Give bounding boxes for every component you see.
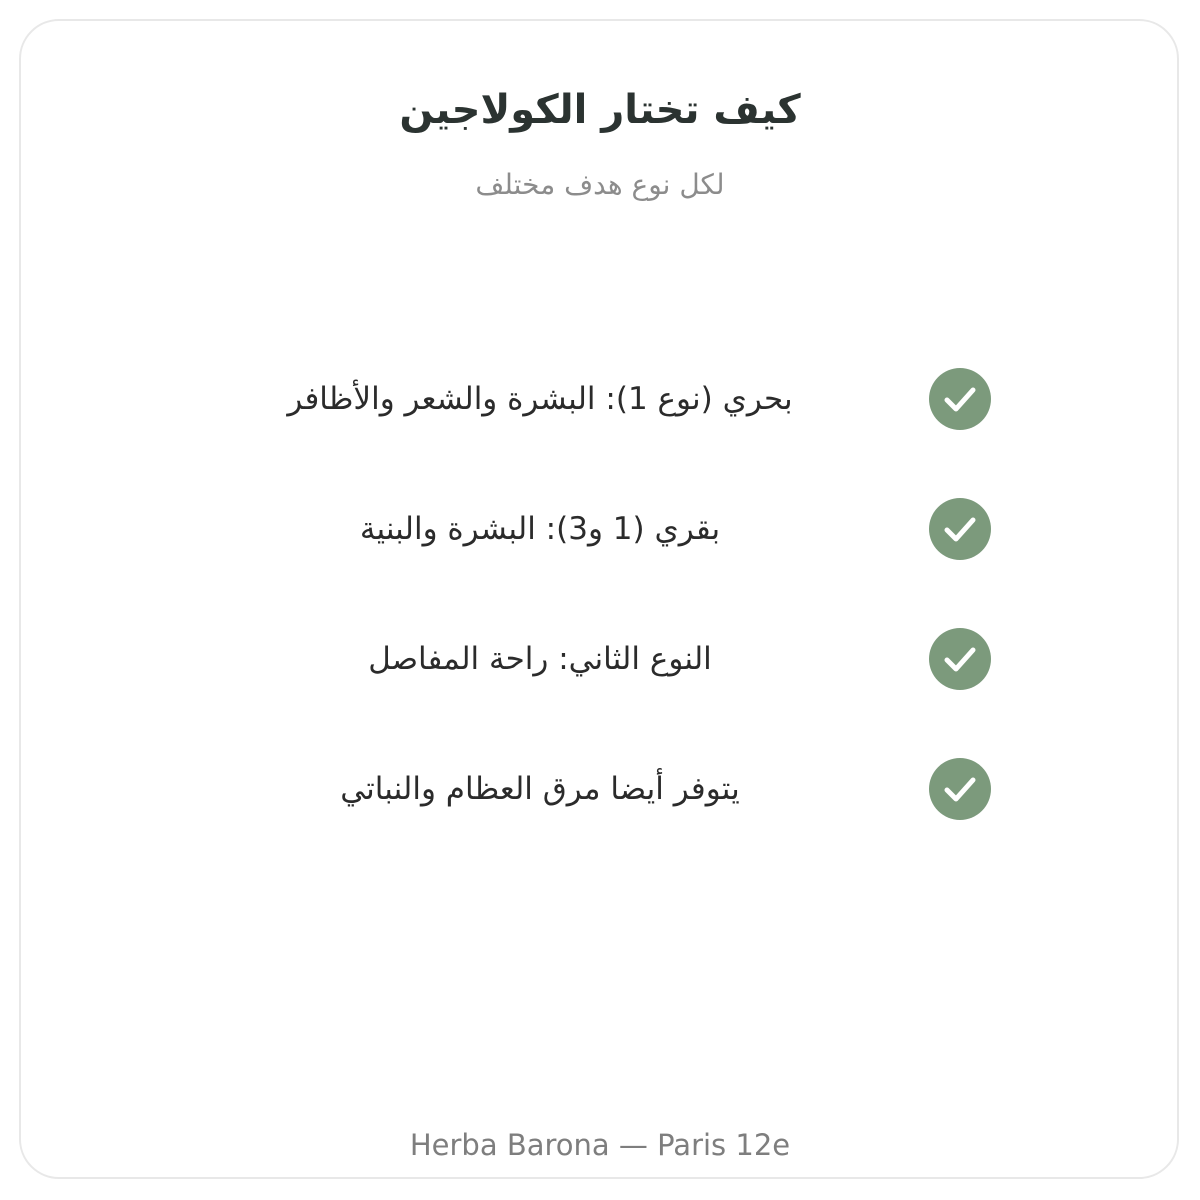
list-item — [0, 367, 1200, 431]
list-item-label: بحري (نوع 1): البشرة والشعر والأظافر — [287, 381, 793, 417]
list-item-label: يتوفر أيضا مرق العظام والنباتي — [340, 771, 740, 807]
check-circle-icon — [929, 628, 991, 690]
page-subtitle: لكل نوع هدف مختلف — [475, 168, 725, 201]
check-circle-icon — [929, 498, 991, 560]
list-item-label: النوع الثاني: راحة المفاصل — [368, 641, 712, 677]
list-item-label: بقري (1 و3): البشرة والبنية — [359, 511, 721, 547]
check-circle-icon — [929, 368, 991, 430]
page-title: كيف تختار الكولاجين — [399, 87, 801, 133]
list-item — [0, 627, 1200, 691]
list-item — [0, 757, 1200, 821]
check-circle-icon — [929, 758, 991, 820]
list-item — [0, 497, 1200, 561]
footer-text: Herba Barona — Paris 12e — [409, 1128, 791, 1162]
